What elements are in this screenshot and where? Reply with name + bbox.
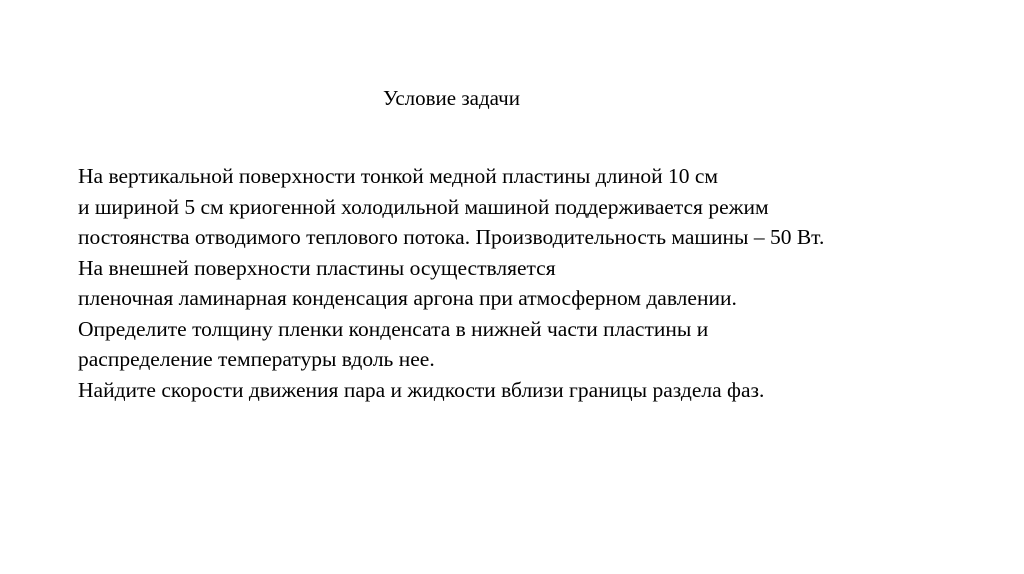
problem-line: Определите толщину пленки конденсата в нижней части пластины и [78, 316, 709, 341]
problem-line: и шириной 5 см криогенной холодильной машиной поддерживается режим [78, 194, 769, 219]
problem-line: пленочная ламинарная конденсация аргона при атмосферном давлении. [78, 286, 737, 310]
problem-line: На вертикальной поверхности тонкой медной пластины длиной 10 см [78, 164, 719, 188]
problem-line: постоянства отводимого теплового потока. Производительность машины – 50 Вт. [78, 225, 825, 249]
problem-text [78, 161, 998, 405]
problem-line: Найдите скорости движения пара и жидкости вблизи границы раздела фаз. [78, 377, 765, 402]
problem-line: На внешней поверхности пластины осуществляется [78, 255, 556, 280]
problem-line: распределение температуры вдоль нее. [78, 347, 435, 371]
slide-title: Условие задачи [383, 86, 520, 110]
